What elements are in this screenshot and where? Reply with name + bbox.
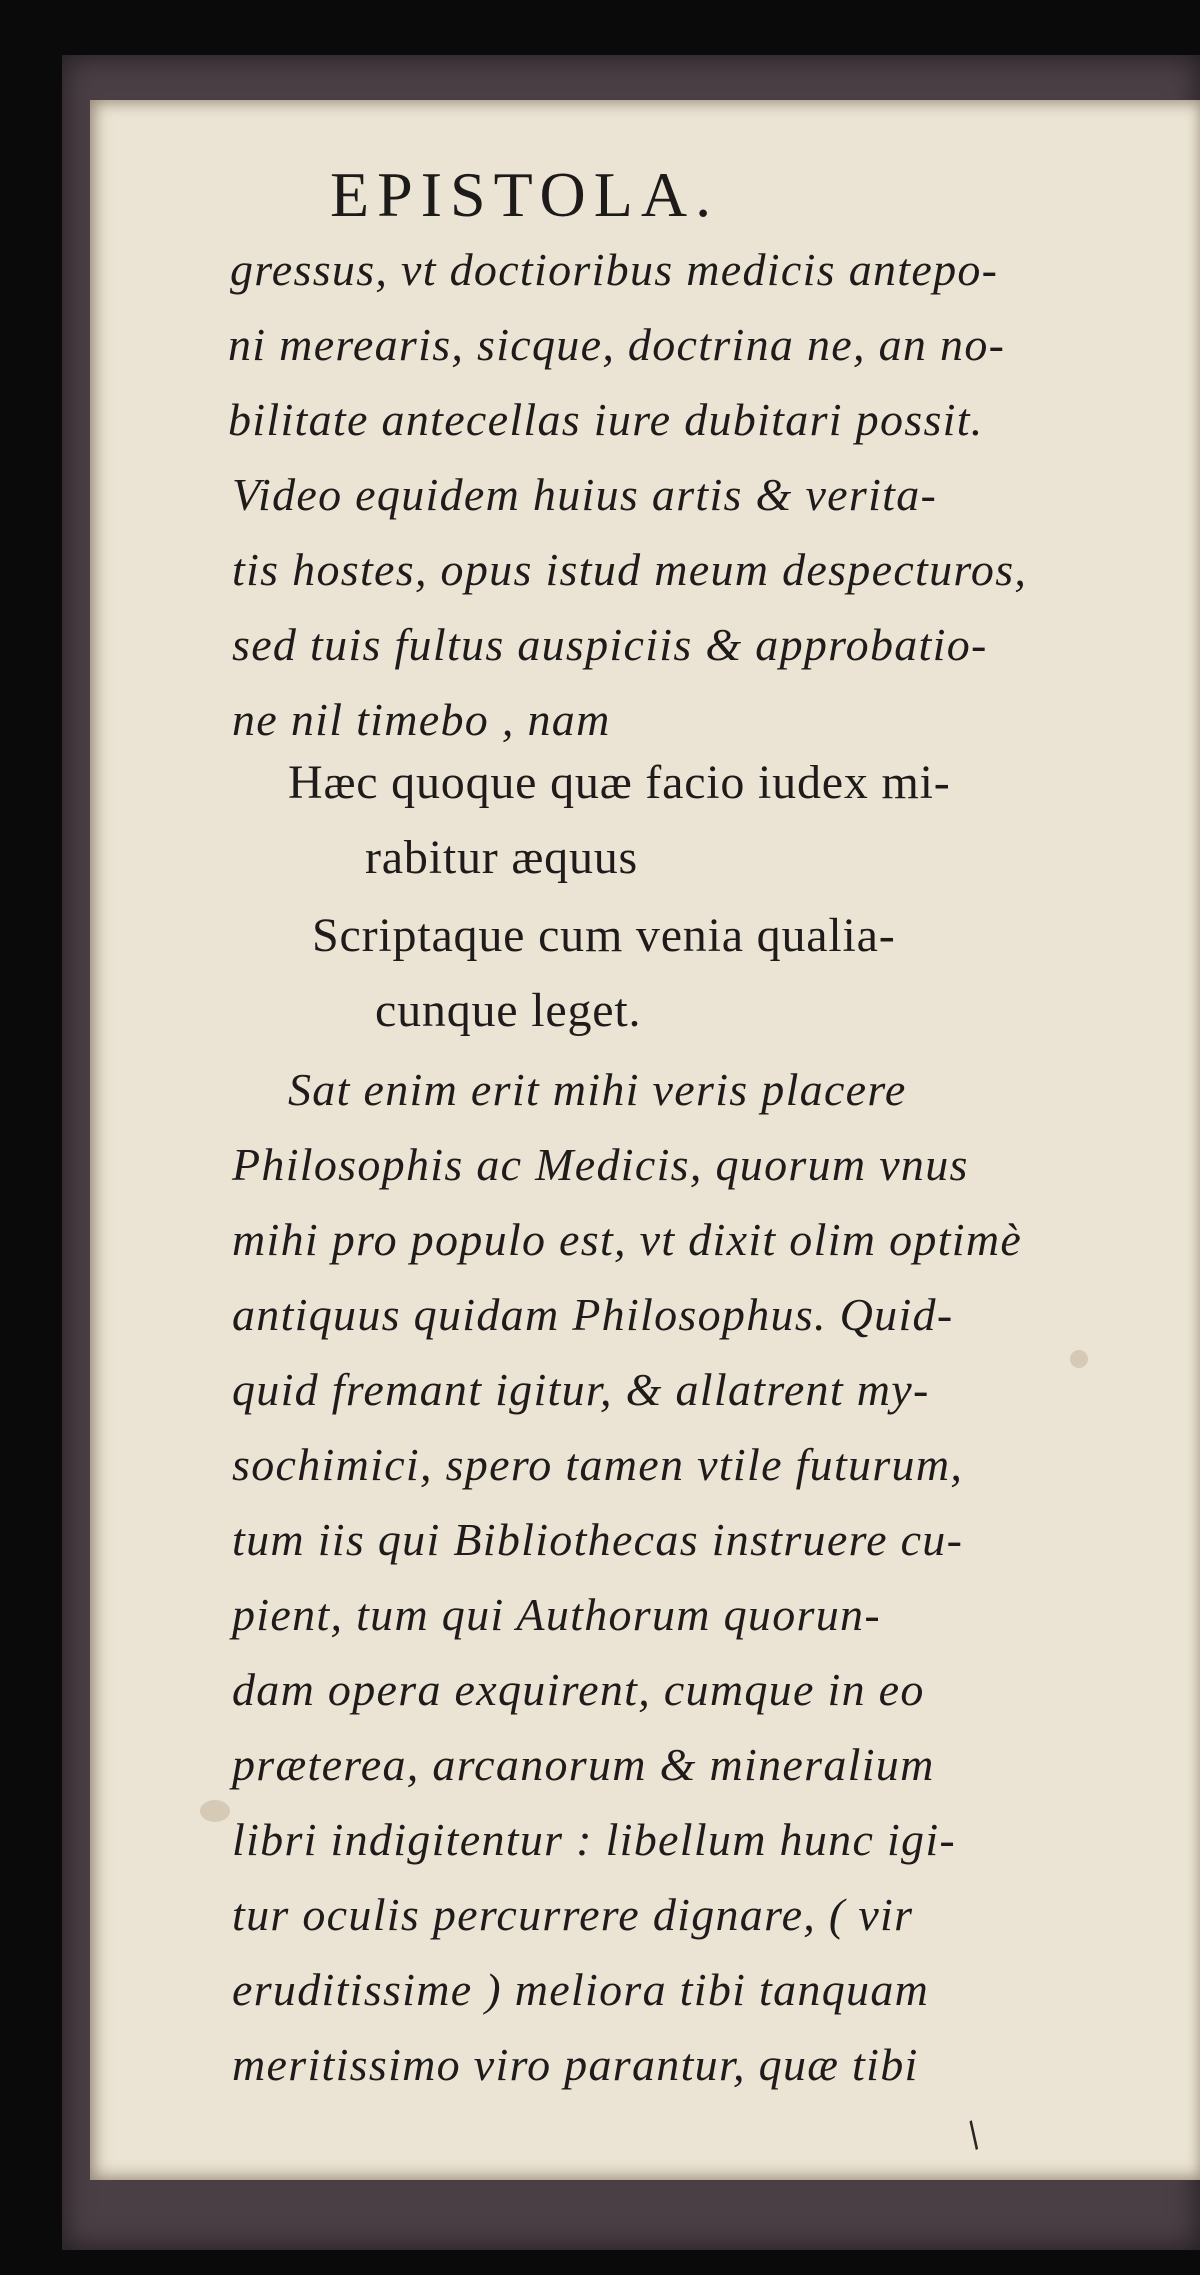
- ink-mark: /: [958, 2114, 989, 2156]
- text-line: Philosophis ac Medicis, quorum vnus: [232, 1139, 969, 1190]
- text-line: Sat enim erit mihi veris placere: [288, 1064, 907, 1115]
- text-line: eruditissime ) meliora tibi tanquam: [232, 1964, 930, 2015]
- text-line: antiquus quidam Philosophus. Quid-: [232, 1289, 954, 1340]
- text-line: ne nil timebo , nam: [232, 694, 611, 745]
- text-line: sed tuis fultus auspiciis & approbatio-: [232, 619, 988, 670]
- text-line: ni merearis, sicque, doctrina ne, an no-: [228, 319, 1006, 370]
- text-line: sochimici, spero tamen vtile futurum,: [232, 1439, 964, 1490]
- verse-line: rabitur æquus: [365, 831, 639, 884]
- verse-line: Hæc quoque quæ facio iudex mi-: [288, 756, 951, 809]
- text-line: tur oculis percurrere dignare, ( vir: [232, 1889, 914, 1940]
- text-line: tum iis qui Bibliothecas instruere cu-: [232, 1514, 964, 1565]
- text-line: pient, tum qui Authorum quorun-: [232, 1589, 881, 1640]
- text-line: mihi pro populo est, vt dixit olim optimè: [232, 1214, 1023, 1265]
- text-line: libri indigitentur : libellum hunc igi-: [232, 1814, 957, 1865]
- paper-stain: [200, 1800, 230, 1822]
- text-line: Video equidem huius artis & verita-: [232, 469, 938, 520]
- verse-line: cunque leget.: [375, 984, 642, 1037]
- verse-line: Scriptaque cum venia qualia-: [312, 909, 896, 962]
- text-line: gressus, vt doctioribus medicis antepo-: [230, 244, 999, 295]
- text-line: meritissimo viro parantur, quæ tibi: [232, 2039, 919, 2090]
- paper-stain: [1070, 1350, 1088, 1368]
- text-line: dam opera exquirent, cumque in eo: [232, 1664, 925, 1715]
- text-line: quid fremant igitur, & allatrent my-: [232, 1364, 930, 1415]
- text-line: præterea, arcanorum & mineralium: [232, 1739, 935, 1790]
- page-header: EPISTOLA.: [330, 159, 720, 230]
- text-line: bilitate antecellas iure dubitari possit.: [228, 394, 984, 445]
- text-line: tis hostes, opus istud meum despecturos,: [232, 544, 1028, 595]
